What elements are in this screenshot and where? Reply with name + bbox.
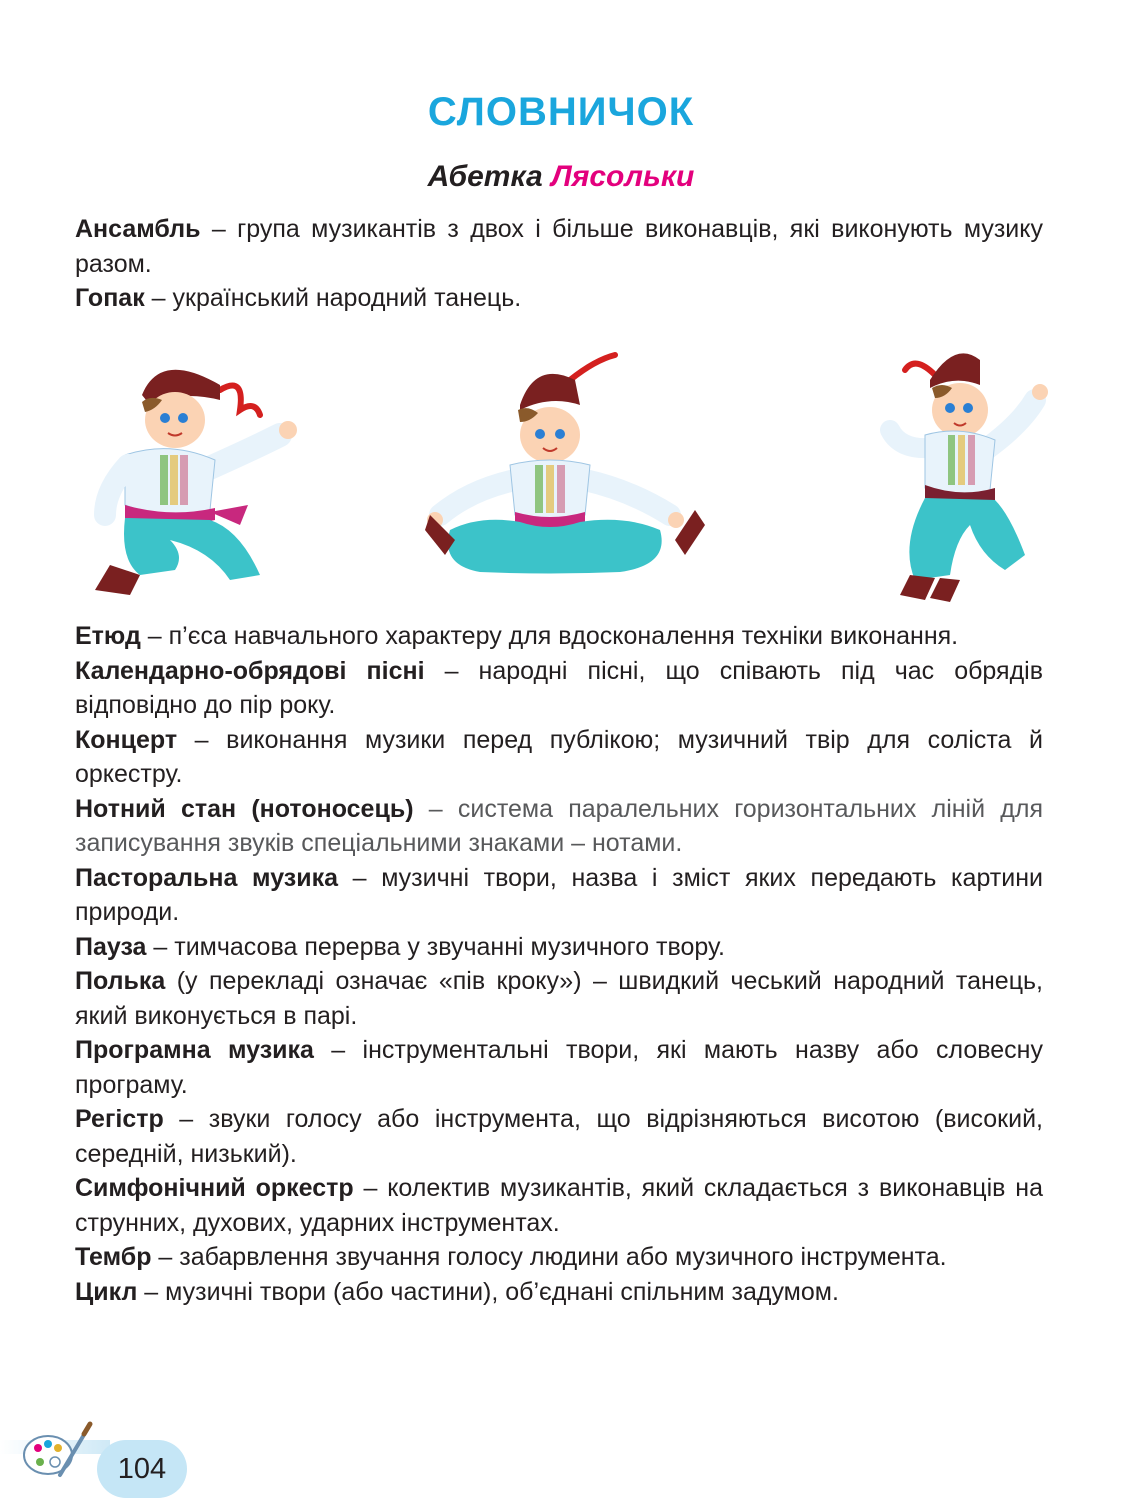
glossary-term: Календарно-обрядові пісні — [75, 656, 425, 685]
glossary-entry — [75, 861, 1043, 930]
glossary-entry — [75, 654, 1043, 723]
glossary-entry — [75, 281, 1043, 316]
dancing-boy-center-icon — [420, 350, 710, 580]
glossary-definition: – виконання музики перед публікою; музичний твір для соліста й оркестру. — [75, 725, 1043, 788]
glossary-definition: – звуки голосу або інструмента, що відрізняються висотою (високий, середній, низький). — [75, 1105, 1043, 1168]
dancing-boy-right-icon — [860, 330, 1060, 610]
glossary-entry — [75, 964, 1043, 1033]
glossary-term: Цикл — [75, 1277, 138, 1306]
glossary-definition: – забарвлення звучання голосу людини або музичного інструмента. — [151, 1243, 947, 1271]
glossary-entry — [75, 930, 1043, 965]
page-number: 104 — [117, 1452, 167, 1485]
glossary-term: Пасторальна музика — [75, 863, 338, 892]
subtitle-abetka: Абетка — [427, 160, 543, 193]
page-title: СЛОВНИЧОК — [427, 90, 695, 134]
glossary-entry — [75, 1240, 1043, 1275]
glossary-entry — [75, 1033, 1043, 1102]
glossary-entry — [75, 723, 1043, 792]
glossary-entry — [75, 212, 1043, 281]
glossary-definition: (у перекладі означає «пів кроку») – швидкий чеський народний танець, який виконується в парі. — [75, 967, 1043, 1030]
glossary-term: Симфонічний оркестр — [75, 1174, 354, 1202]
glossary-definition: – народні пісні, що співають під час обрядів відповідно до пір року. — [75, 656, 1044, 719]
subtitle-lyasolky: Лясольки — [551, 160, 695, 193]
dancers-illustration — [0, 330, 1122, 610]
glossary-term: Етюд — [75, 622, 141, 650]
glossary-bottom-section — [75, 619, 1043, 1309]
dancing-boy-left-icon — [70, 340, 310, 600]
glossary-entry — [75, 1102, 1043, 1171]
glossary-definition: – тимчасова перерва у звучанні музичного твору. — [146, 932, 725, 961]
glossary-definition: – група музикантів з двох і більше виконавців, які виконують музику разом. — [75, 215, 1043, 278]
glossary-term: Концерт — [75, 725, 178, 754]
glossary-definition: – п’єса навчального характеру для вдосконалення техніки виконання. — [140, 622, 959, 650]
glossary-entry — [75, 792, 1043, 861]
glossary-term: Нотний стан (нотоносець) — [75, 794, 414, 823]
glossary-entry — [75, 1275, 1043, 1310]
glossary-term: Регістр — [75, 1105, 164, 1133]
glossary-entry — [75, 1171, 1043, 1240]
glossary-entry — [75, 619, 1043, 654]
page-number-badge — [97, 1440, 187, 1498]
glossary-term: Тембр — [75, 1243, 152, 1271]
glossary-definition: – музичні твори, назва і зміст яких передають картини природи. — [75, 863, 1043, 926]
glossary-term: Полька — [75, 967, 166, 995]
glossary-term: Гопак — [75, 284, 145, 312]
glossary-definition: – інструментальні твори, які мають назву або словесну програму. — [75, 1036, 1043, 1099]
palette-brush-icon — [18, 1420, 98, 1480]
glossary-definition: – система паралельних горизонтальних ліній для записування звуків спеціальними знаками – нотами. — [75, 794, 1043, 857]
glossary-top-section — [75, 212, 1043, 316]
glossary-definition: – колектив музикантів, який складається з виконавців на струнних, духових, ударних інструментах. — [75, 1174, 1043, 1237]
glossary-definition: – музичні твори (або частини), об’єднані спільним задумом. — [137, 1277, 839, 1306]
page-subtitle — [0, 160, 1122, 194]
glossary-term: Програмна музика — [75, 1036, 314, 1064]
glossary-definition: – український народний танець. — [144, 284, 522, 312]
glossary-term: Ансамбль — [75, 215, 201, 243]
glossary-term: Пауза — [75, 932, 147, 961]
